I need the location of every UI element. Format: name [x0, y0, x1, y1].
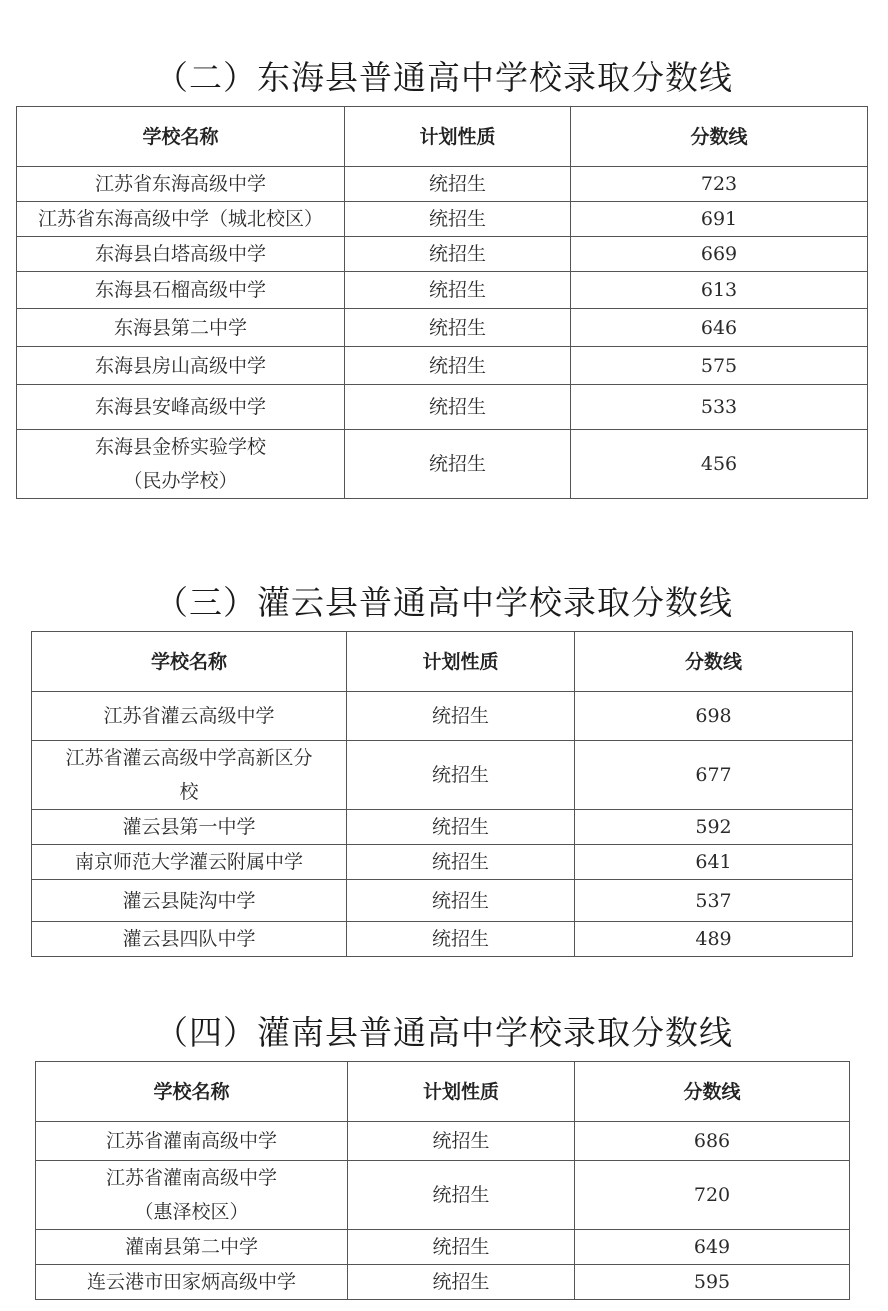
plan-type: 统招生: [345, 430, 571, 499]
table-row: [36, 1230, 850, 1265]
school-name: [36, 1161, 348, 1230]
table-header-row: [32, 632, 853, 692]
table-row: [17, 430, 868, 499]
table-row: [17, 272, 868, 309]
table-header-row: [17, 107, 868, 167]
table-row: [32, 922, 853, 957]
plan-type: 统招生: [345, 385, 571, 430]
header-school-name: 学校名称: [36, 1062, 348, 1122]
header-plan-type: 计划性质: [347, 632, 575, 692]
table-row: [32, 880, 853, 922]
plan-type: 统招生: [348, 1161, 575, 1230]
table-row: [32, 845, 853, 880]
score-value: 537: [575, 880, 853, 922]
score-value: 613: [571, 272, 868, 309]
score-value: 575: [571, 347, 868, 385]
school-name-line2: （惠泽校区）: [134, 1201, 249, 1223]
table-row: [17, 237, 868, 272]
school-name: 东海县第二中学: [17, 309, 345, 347]
school-name: 灌云县四队中学: [32, 922, 347, 957]
guannan-score-table: [35, 1061, 850, 1300]
plan-type: 统招生: [347, 741, 575, 810]
plan-type: 统招生: [347, 880, 575, 922]
school-name: 连云港市田家炳高级中学: [36, 1265, 348, 1300]
score-value: 677: [575, 741, 853, 810]
school-name: 灌南县第二中学: [36, 1230, 348, 1265]
plan-type: 统招生: [347, 922, 575, 957]
score-value: 686: [575, 1122, 850, 1161]
table-header-row: [36, 1062, 850, 1122]
school-name: 东海县白塔高级中学: [17, 237, 345, 272]
plan-type: 统招生: [345, 237, 571, 272]
school-name: 江苏省灌南高级中学: [36, 1122, 348, 1161]
table-row: [32, 810, 853, 845]
score-value: 723: [571, 167, 868, 202]
school-name: [17, 430, 345, 499]
school-name: 江苏省灌云高级中学: [32, 692, 347, 741]
score-value: 489: [575, 922, 853, 957]
school-name: 灌云县陡沟中学: [32, 880, 347, 922]
school-name: 东海县石榴高级中学: [17, 272, 345, 309]
plan-type: 统招生: [348, 1265, 575, 1300]
score-value: 592: [575, 810, 853, 845]
score-value: 646: [571, 309, 868, 347]
section-title-guanyun: （三）灌云县普通高中学校录取分数线: [155, 583, 733, 622]
school-name-line1: 江苏省灌云高级中学高新区分: [65, 747, 313, 769]
table-row: [36, 1122, 850, 1161]
donghai-score-table: [16, 106, 868, 499]
header-score-line: 分数线: [575, 1062, 850, 1122]
plan-type: 统招生: [345, 347, 571, 385]
school-name: [32, 741, 347, 810]
header-score-line: 分数线: [571, 107, 868, 167]
score-value: 649: [575, 1230, 850, 1265]
table-row: [17, 167, 868, 202]
school-name-line1: 东海县金桥实验学校: [94, 436, 266, 458]
school-name-line2: （民办学校）: [123, 470, 238, 492]
school-name: 南京师范大学灌云附属中学: [32, 845, 347, 880]
score-value: 669: [571, 237, 868, 272]
plan-type: 统招生: [347, 692, 575, 741]
table-row: [17, 309, 868, 347]
table-row: [17, 202, 868, 237]
plan-type: 统招生: [348, 1122, 575, 1161]
score-value: 533: [571, 385, 868, 430]
header-plan-type: 计划性质: [348, 1062, 575, 1122]
score-value: 720: [575, 1161, 850, 1230]
table-row: [17, 385, 868, 430]
plan-type: 统招生: [345, 167, 571, 202]
section-title-guannan: （四）灌南县普通高中学校录取分数线: [155, 1013, 733, 1052]
table-row: [32, 692, 853, 741]
school-name: 灌云县第一中学: [32, 810, 347, 845]
table-row: [36, 1161, 850, 1230]
school-name: 江苏省东海高级中学（城北校区）: [17, 202, 345, 237]
score-value: 641: [575, 845, 853, 880]
score-value: 698: [575, 692, 853, 741]
score-value: 595: [575, 1265, 850, 1300]
header-plan-type: 计划性质: [345, 107, 571, 167]
plan-type: 统招生: [345, 309, 571, 347]
school-name-line2: 校: [179, 781, 199, 803]
plan-type: 统招生: [347, 845, 575, 880]
school-name: 东海县安峰高级中学: [17, 385, 345, 430]
table-row: [36, 1265, 850, 1300]
plan-type: 统招生: [345, 202, 571, 237]
table-row: [17, 347, 868, 385]
school-name-line1: 江苏省灌南高级中学: [105, 1167, 277, 1189]
plan-type: 统招生: [347, 810, 575, 845]
table-row: [32, 741, 853, 810]
school-name: 东海县房山高级中学: [17, 347, 345, 385]
header-school-name: 学校名称: [32, 632, 347, 692]
section-title-donghai: （二）东海县普通高中学校录取分数线: [155, 58, 733, 97]
header-school-name: 学校名称: [17, 107, 345, 167]
guanyun-score-table: [31, 631, 853, 957]
header-score-line: 分数线: [575, 632, 853, 692]
score-value: 456: [571, 430, 868, 499]
plan-type: 统招生: [348, 1230, 575, 1265]
plan-type: 统招生: [345, 272, 571, 309]
school-name: 江苏省东海高级中学: [17, 167, 345, 202]
score-value: 691: [571, 202, 868, 237]
